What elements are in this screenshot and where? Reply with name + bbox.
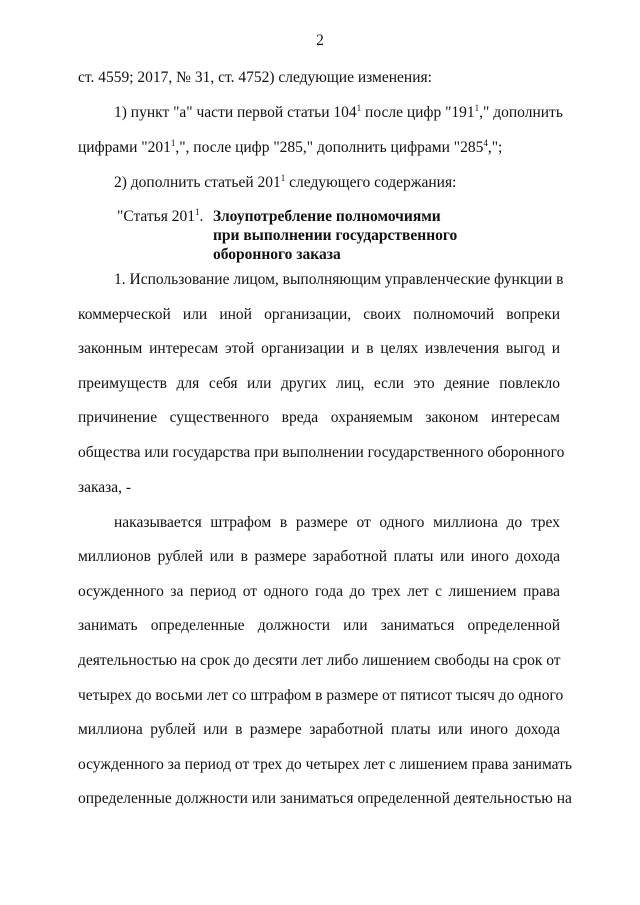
penalty-line-6: четырех до восьми лет со штрафом в размере от пятисот тысяч до одного <box>78 687 564 704</box>
penalty-line-1: наказывается штрафом в размере от одного миллиона до трех <box>114 514 560 531</box>
part-1-line-3: законным интересам этой организации и в целях извлечения выгод и <box>78 340 560 357</box>
part-1-line-6: общества или государства при выполнении государственного оборонного <box>78 444 565 461</box>
penalty-line-8: осужденного за период от трех до четырех лет с лишением права занимать <box>78 756 572 773</box>
article-title-line-1: Злоупотребление полномочиями <box>213 208 441 225</box>
penalty-line-3: осужденного за период от одного года до трех лет с лишением права <box>78 583 560 600</box>
article-title-line-3: оборонного заказа <box>213 246 341 263</box>
penalty-line-4: занимать определенные должности или заниматься определенной <box>78 617 560 634</box>
penalty-line-5: деятельностью на срок до десяти лет либо лишением свободы на срок от <box>78 652 561 669</box>
part-1-line-1: 1. Использование лицом, выполняющим управленческие функции в <box>114 271 564 288</box>
article-label: "Статья $201^1$. <box>117 207 204 225</box>
intro-line: ст. 4559; 2017, № 31, ст. 4752) следующие изменения: <box>78 69 432 86</box>
item-1-line-1: 1) пункт "а" части первой статьи $104^1$ после цифр "$191^1$," дополнить <box>114 103 563 121</box>
part-1-line-7: заказа, - <box>78 479 132 496</box>
article-title-line-2: при выполнении государственного <box>213 227 458 244</box>
penalty-line-9: определенные должности или заниматься определенной деятельностью на <box>78 790 572 807</box>
penalty-line-7: миллиона рублей или в размере заработной платы или иного дохода <box>78 721 560 738</box>
item-2-line: 2) дополнить статьей $201^1$ следующего содержания: <box>114 173 457 191</box>
item-1-line-2: цифрами "$201^1$,", после цифр "285," дополнить цифрами "$285^4$,"; <box>78 138 503 156</box>
part-1-line-2: коммерческой или иной организации, своих полномочий вопреки <box>78 306 560 323</box>
penalty-line-2: миллионов рублей или в размере заработной платы или иного дохода <box>78 548 560 565</box>
page-number: 2 <box>316 32 324 49</box>
part-1-line-5: причинение существенного вреда охраняемым законом интересам <box>78 409 560 426</box>
part-1-line-4: преимуществ для себя или других лиц, если это деяние повлекло <box>78 375 560 392</box>
